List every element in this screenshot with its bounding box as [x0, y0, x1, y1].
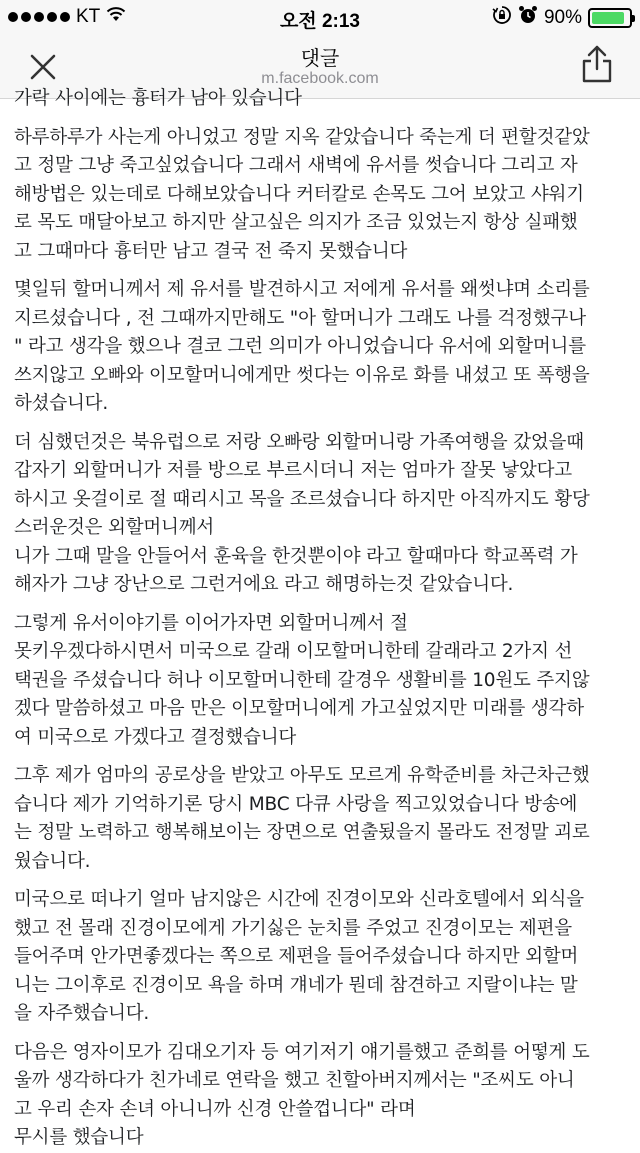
battery-percent: 90%: [543, 7, 582, 28]
alarm-icon: [518, 5, 538, 31]
status-right: [492, 5, 632, 31]
orientation-lock-icon: [492, 5, 512, 31]
page-url: m.facebook.com: [261, 70, 379, 87]
post-paragraph: 하루하루가 사는게 아니었고 정말 지옥 같았습니다 죽는게 더 편할것같았 고 정말 그냥 죽고싶었습니다 그래서 새벽에 유서를 썻습니다 그리고 자 해방법은 있는데로 다해보았습니다 커터칼로 손목도 그어 보았고 샤워기 로 목도 매달아보고 하지만 살고싶은 의지가 조금 있었는지 항상 실패했 고 그때마다 흉터만 남고 결국 전 죽지 못했습니다: [14, 126, 590, 262]
carrier-label: KT: [76, 6, 101, 27]
post-paragraph: 미국으로 떠나기 얼마 남지않은 시간에 진경이모와 신라호텔에서 외식을 했고 전 몰래 진경이모에게 가기싫은 눈치를 주었고 진경이모는 제편을 들어주며 안가면좋겠다는 쪽으로 제편을 들어주셨습니다 하지만 외할머 니는 그이후로 진경이모 욕을 하며 걔네가 뭔데 참견하고 지랄이냐는 말 을 자주했습니다.: [14, 889, 584, 1024]
battery-level: [592, 12, 624, 24]
post-paragraph: 가락 사이에는 흉터가 남아 있습니다: [14, 88, 302, 109]
post-content: [14, 88, 628, 1148]
status-bar: [0, 0, 640, 34]
battery-icon: [588, 8, 632, 28]
post-paragraph: 몇일뒤 할머니께서 제 유서를 발견하시고 저에게 유서를 왜썻냐며 소리를 지르셨습니다 , 전 그때까지만해도 "아 할머니가 그래도 나를 걱정했구나 " 라고 생각을 했으나 결코 그런 의미가 아니었습니다 유서에 외할머니를 쓰지않고 오빠와 이모할머니에게만 썻다는 이유로 화를 내셨고 또 폭행을 하셨습니다.: [14, 279, 590, 414]
share-button[interactable]: [580, 44, 614, 84]
post-paragraph: 그후 제가 엄마의 공로상을 받았고 아무도 모르게 유학준비를 차근차근했 습니다 제가 기억하기론 당시 MBC 다큐 사랑을 찍고있었습니다 방송에 는 정말 노력하고 행복해보이는 장면으로 연출됬을지 몰라도 전정말 괴로 웠습니다.: [14, 765, 590, 872]
post-paragraph: 더 심했던것은 북유럽으로 저랑 오빠랑 외할머니랑 가족여행을 갔었을때 갑자기 외할머니가 저를 방으로 부르시더니 저는 엄마가 잘못 낳았다고 하시고 옷걸이로 절 때리시고 목을 조르셨습니다 하지만 아직까지도 황당 스러운것은 외할머니께서 니가 그때 말을 안들어서 훈육을 한것뿐이야 라고 할때마다 학교폭력 가 해자가 그냥 장난으로 그런거에요 라고 해명하는것 같았습니다.: [14, 431, 590, 595]
post-paragraph: 다음은 영자이모가 김대오기자 등 여기저기 얘기를했고 준희를 어떻게 도 울까 생각하다가 친가네로 연락을 했고 친할아버지께서는 "조씨도 아니 고 우리 손자 손녀 아니니까 신경 안쓸껍니다" 라며 무시를 했습니다: [14, 1041, 590, 1148]
post-paragraph: 그렇게 유서이야기를 이어가자면 외할머니께서 절 못키우겠다하시면서 미국으로 갈래 이모할머니한테 갈래라고 2가지 선 택권을 주셨습니다 허나 이모할머니한테 갈경우 생활비를 10원도 주지않 겠다 말씀하셨고 마음 만은 이모할머니에게 가고싶었지만 미래를 생각하 여 미국으로 가겠다고 결정했습니다: [14, 612, 590, 748]
page-title: 댓글: [300, 46, 340, 70]
share-icon: [580, 44, 614, 84]
clock: 오전 2:13: [279, 11, 360, 32]
